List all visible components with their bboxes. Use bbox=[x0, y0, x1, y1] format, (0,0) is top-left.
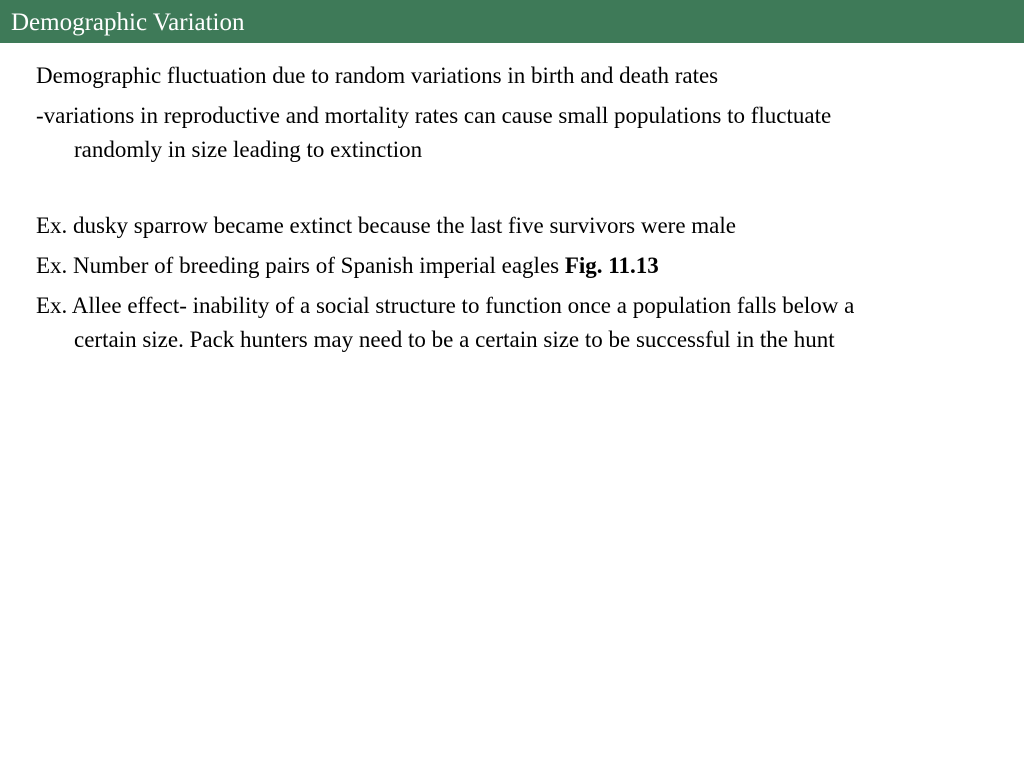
title-bar bbox=[0, 0, 1024, 43]
paragraph-definition: Demographic fluctuation due to random variations in birth and death rates bbox=[36, 63, 719, 88]
slide-body bbox=[36, 59, 896, 357]
figure-reference: Fig. 11.13 bbox=[564, 253, 659, 278]
paragraph-example-dusky-sparrow: Ex. dusky sparrow became extinct because the last five survivors were male bbox=[36, 213, 736, 238]
paragraph-example-imperial-eagles-text: Ex. Number of breeding pairs of Spanish imperial eagles bbox=[36, 253, 565, 278]
paragraph-example-allee-effect: Ex. Allee effect- inability of a social structure to function once a population falls below a certain size. Pack hunters may need to be a certain size to be successful in the hunt bbox=[36, 293, 855, 352]
slide-title: Demographic Variation bbox=[11, 9, 245, 36]
paragraph-variations: -variations in reproductive and mortality rates can cause small populations to fluctuate randomly in size leading to extinction bbox=[36, 103, 832, 162]
paragraph-example-imperial-eagles bbox=[36, 249, 896, 283]
